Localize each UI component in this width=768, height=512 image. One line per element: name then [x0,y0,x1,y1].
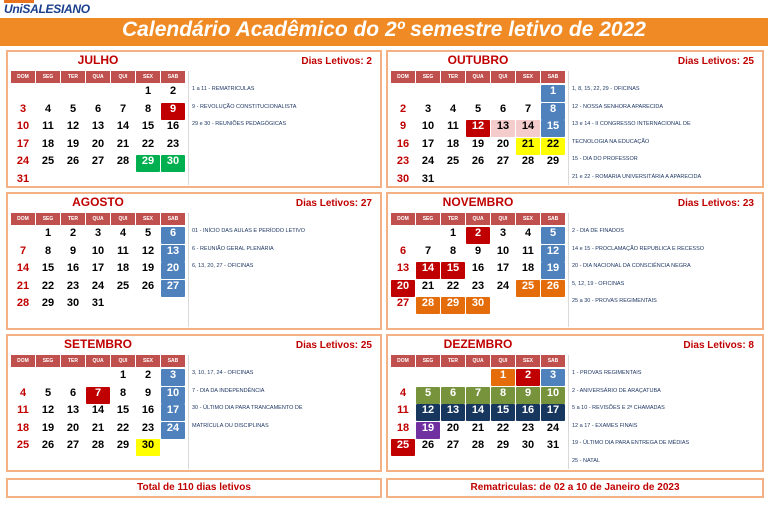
weekday-header: SEX [136,355,160,367]
divider [188,71,189,185]
month-panel-dezembro [386,334,764,472]
day-cell: 27 [91,155,105,167]
day-cell: 14 [516,120,540,137]
day-cell: 24 [496,279,510,292]
day-cell: 12 [541,245,565,262]
day-cell: 18 [116,262,130,274]
weekday-header: TER [61,355,85,367]
day-cell: 4 [44,102,52,115]
day-cell: 9 [161,103,185,120]
day-cell: 5 [44,386,52,399]
events-list [192,86,382,186]
day-cell: 22 [141,137,155,150]
month-name: NOVEMBRO [442,195,514,209]
day-cell: 29 [546,155,560,167]
day-cell: 20 [91,137,105,150]
divider [568,213,569,327]
divider [568,71,569,185]
event-item: 20 - DIA NACIONAL DA CONSCIÊNCIA NEGRA [572,263,691,269]
day-cell: 16 [516,404,540,421]
day-cell: 17 [16,137,30,150]
event-item: 6, 13, 20, 27 - OFICINAS [192,263,254,269]
weekday-header: SAB [541,213,565,225]
day-cell: 2 [69,227,77,239]
month-name: JULHO [77,53,119,67]
weekday-header: DOM [391,71,415,83]
day-cell: 5 [144,227,152,239]
weekday-header: SEG [36,213,60,225]
month-panel-agosto [6,192,382,330]
month-panel-setembro [6,334,382,472]
day-cell: 4 [19,386,27,399]
day-cell: 11 [42,120,54,132]
day-cell: 17 [496,262,510,274]
day-cell: 14 [116,120,130,132]
event-item: 01 - INÍCIO DAS AULAS E PERÍODO LETIVO [192,228,306,234]
day-cell: 20 [66,421,80,434]
day-cell: 16 [166,120,180,132]
day-cell: 15 [441,262,465,279]
month-panel-julho [6,50,382,188]
weekday-header: DOM [391,213,415,225]
weekday-header: TER [441,213,465,225]
events-list [192,228,382,328]
day-cell: 8 [491,387,515,404]
event-item: 25 - NATAL [572,457,600,464]
day-cell: 19 [416,422,440,439]
day-cell: 31 [546,439,560,451]
day-cell: 8 [449,244,457,257]
day-cell: 15 [491,404,515,421]
day-cell: 3 [94,227,102,239]
day-cell: 12 [416,404,440,421]
day-cell: 25 [116,279,130,292]
day-cell: 30 [136,439,160,456]
month-name: AGOSTO [72,195,124,209]
day-cell: 6 [161,227,185,244]
day-cell: 27 [496,155,510,167]
day-cell: 27 [66,439,80,451]
weekday-header: SAB [161,355,185,367]
event-item: 29 e 30 - REUNIÕES PEDAGÓGICAS [192,121,287,127]
day-cell: 18 [396,421,410,434]
day-cell: 21 [421,279,435,292]
day-cell: 14 [416,262,440,279]
day-cell: 13 [491,120,515,137]
day-cell: 22 [116,421,130,434]
day-cell: 27 [161,280,185,297]
day-cell: 22 [496,421,510,434]
weekday-header: SAB [161,213,185,225]
day-cell: 30 [161,155,185,172]
top-strip [0,0,768,20]
day-cell: 8 [44,244,52,257]
day-cell: 10 [421,120,435,132]
weekday-header: SEG [416,355,440,367]
day-cell: 2 [516,369,540,386]
day-cell: 13 [441,404,465,421]
weekday-header: DOM [11,213,35,225]
day-cell: 14 [91,404,105,416]
divider [568,355,569,469]
weekday-header: SEX [516,71,540,83]
rematriculas-label: Rematriculas: de 02 a 10 de Janeiro de 2023 [470,482,680,493]
month-name: SETEMBRO [63,337,132,351]
day-cell: 18 [16,421,30,434]
day-cell: 19 [541,262,565,279]
dias-letivos: Dias Letivos: 23 [677,198,754,209]
day-cell: 12 [41,404,55,416]
events-list [572,86,762,186]
day-cell: 22 [541,138,565,155]
event-item: 1 a 11 - REMATRICULAS [192,86,255,92]
day-cell: 10 [496,244,510,257]
day-cell: 23 [141,421,155,434]
weekday-header: SAB [161,71,185,83]
day-cell: 2 [399,102,407,115]
event-item: 30 - ÚLTIMO DIA PARA TRANCAMENTO DE [192,405,303,411]
day-cell: 15 [541,120,565,137]
day-cell: 19 [41,421,55,434]
events-list [572,370,762,470]
day-cell: 1 [119,369,127,381]
day-cell: 8 [119,386,127,399]
day-cell: 6 [441,387,465,404]
divider [188,213,189,327]
day-cell: 4 [399,386,407,399]
day-cell: 18 [41,137,55,150]
events-list [572,228,762,328]
day-cell: 30 [466,297,490,314]
day-cell: 29 [496,439,510,451]
weekday-header: DOM [11,355,35,367]
day-cell: 29 [136,155,160,172]
event-item: 1 - PROVAS REGIMENTAIS [572,370,642,376]
day-cell: 26 [41,439,55,451]
day-cell: 25 [41,155,55,167]
page-title: Calendário Acadêmico do 2º semestre letivo de 2022 [122,18,646,41]
day-cell: 26 [66,155,80,167]
day-cell: 27 [446,439,460,451]
day-cell: 5 [416,387,440,404]
event-item: 25 a 30 - PROVAS REGIMENTAIS [572,298,657,304]
day-cell: 5 [69,102,77,115]
day-cell: 17 [91,262,105,274]
day-cell: 26 [541,280,565,297]
footer-rematriculas [386,478,764,498]
weekday-header: SEX [136,71,160,83]
day-cell: 27 [396,297,410,309]
day-cell: 3 [424,102,432,115]
day-cell: 31 [91,297,105,309]
weekday-header: QUA [466,355,490,367]
day-cell: 10 [541,387,565,404]
day-cell: 8 [144,102,152,115]
day-cell: 20 [446,421,460,434]
weekday-header: SEX [516,355,540,367]
day-cell: 16 [471,262,485,274]
day-cell: 17 [161,404,185,421]
day-cell: 21 [91,421,105,434]
day-cell: 24 [546,421,560,434]
day-cell: 26 [421,439,435,451]
event-item: 1, 8, 15, 22, 29 - OFICINAS [572,86,640,92]
month-name: DEZEMBRO [443,337,513,351]
day-cell: 3 [541,369,565,386]
day-cell: 29 [441,297,465,314]
day-cell: 6 [94,102,102,115]
day-cell: 11 [522,244,534,257]
dias-letivos: Dias Letivos: 8 [683,340,754,351]
weekday-header: QUI [111,213,135,225]
day-cell: 8 [541,103,565,120]
day-cell: 1 [491,369,515,386]
day-cell: 2 [169,85,177,97]
day-cell: 16 [396,137,410,150]
weekday-header: SEG [416,71,440,83]
day-cell: 7 [119,102,127,115]
day-cell: 9 [399,120,407,132]
month-panel-novembro [386,192,764,330]
day-cell: 15 [41,262,55,274]
day-cell: 12 [141,244,155,257]
day-cell: 24 [16,155,30,167]
day-cell: 25 [391,439,415,456]
day-cell: 13 [66,404,80,416]
day-cell: 30 [521,439,535,451]
total-days-label: Total de 110 dias letivos [137,482,251,493]
day-cell: 15 [116,404,130,416]
day-cell: 26 [471,155,485,167]
day-cell: 20 [496,137,510,150]
day-cell: 10 [161,387,185,404]
day-cell: 2 [144,369,152,381]
weekday-header: DOM [11,71,35,83]
weekday-header: SEX [136,213,160,225]
day-cell: 5 [474,102,482,115]
day-cell: 16 [141,404,155,416]
weekday-header: QUA [466,71,490,83]
day-cell: 25 [446,155,460,167]
day-cell: 3 [499,227,507,239]
day-cell: 6 [499,102,507,115]
day-cell: 5 [541,227,565,244]
event-item: 2 - ANIVERSÁRIO DE ARAÇATUBA [572,387,661,394]
day-cell: 28 [16,297,30,309]
month-panel-outubro [386,50,764,188]
day-cell: 7 [466,387,490,404]
day-cell: 24 [421,155,435,167]
weekday-header: QUI [491,71,515,83]
weekday-header: SEG [36,355,60,367]
dias-letivos: Dias Letivos: 2 [301,56,372,67]
dias-letivos: Dias Letivos: 25 [677,56,754,67]
event-item: 5, 12, 19 - OFICINAS [572,280,625,287]
day-cell: 28 [471,439,485,451]
day-cell: 1 [44,227,52,239]
day-cell: 31 [421,172,435,185]
day-cell: 21 [116,137,130,150]
day-cell: 7 [524,102,532,115]
day-cell: 7 [424,244,432,257]
weekday-header: TER [441,355,465,367]
event-item: TECNOLOGIA NA EDUCAÇÃO [572,138,650,145]
month-name: OUTUBRO [447,53,509,67]
day-cell: 28 [416,297,440,314]
day-cell: 21 [471,421,485,434]
weekday-header: SEG [36,71,60,83]
day-cell: 21 [16,279,30,292]
day-cell: 25 [16,439,30,451]
day-cell: 26 [141,279,155,292]
weekday-header: QUI [491,213,515,225]
day-cell: 4 [449,102,457,115]
day-cell: 31 [16,172,30,185]
day-cell: 14 [466,404,490,421]
day-cell: 19 [471,137,485,150]
day-cell: 1 [449,227,457,239]
day-cell: 24 [91,279,105,292]
weekday-header: QUI [111,71,135,83]
dias-letivos: Dias Letivos: 25 [295,340,372,351]
event-item: 7 - DIA DA INDEPENDÊNCIA [192,387,265,394]
weekday-header: TER [441,71,465,83]
day-cell: 4 [524,227,532,239]
event-item: 3, 10, 17, 24 - OFICINAS [192,370,254,376]
weekday-header: QUI [111,355,135,367]
logo: UniSALESIANO [4,2,90,16]
day-cell: 12 [466,120,490,137]
day-cell: 6 [69,386,77,399]
divider [188,355,189,469]
event-item: 15 - DIA DO PROFESSOR [572,156,638,162]
day-cell: 9 [144,386,152,399]
day-cell: 4 [119,227,127,239]
day-cell: 7 [19,244,27,257]
day-cell: 3 [19,102,27,115]
event-item: 19 - ÚLTIMO DIA PARA ENTREGA DE MÉDIAS [572,440,690,446]
day-cell: 11 [117,244,129,257]
day-cell: 11 [447,120,459,132]
day-cell: 18 [446,137,460,150]
weekday-header: QUA [86,213,110,225]
weekday-header: QUA [466,213,490,225]
weekday-header: SAB [541,355,565,367]
day-cell: 9 [474,244,482,257]
events-list [192,370,382,470]
day-cell: 6 [399,244,407,257]
event-item: MATRÍCULA OU DISCIPLINAS [192,422,269,429]
day-cell: 17 [421,137,435,150]
event-item: 9 - REVOLUÇÃO CONSTITUCIONALISTA [192,103,297,110]
dias-letivos: Dias Letivos: 27 [295,198,372,209]
day-cell: 23 [521,421,535,434]
weekday-header: QUA [86,71,110,83]
event-item: 13 e 14 - II CONGRESSO INTERNACIONAL DE [572,121,691,127]
day-cell: 18 [521,262,535,274]
day-cell: 1 [541,85,565,102]
day-cell: 24 [161,422,185,439]
weekday-header: SEX [516,213,540,225]
day-cell: 3 [161,369,185,386]
day-cell: 15 [141,120,155,132]
weekday-header: TER [61,213,85,225]
day-cell: 12 [66,120,80,132]
day-cell: 2 [466,227,490,244]
day-cell: 13 [396,262,410,274]
day-cell: 19 [66,137,80,150]
weekday-header: QUI [491,355,515,367]
day-cell: 13 [91,120,105,132]
weekday-header: QUA [86,355,110,367]
day-cell: 19 [141,262,155,274]
day-cell: 23 [396,155,410,167]
weekday-header: TER [61,71,85,83]
day-cell: 23 [66,279,80,292]
day-cell: 25 [516,280,540,297]
weekday-header: SAB [541,71,565,83]
day-cell: 28 [91,439,105,451]
day-cell: 13 [161,245,185,262]
weekday-header: DOM [391,355,415,367]
day-cell: 9 [516,387,540,404]
event-item: 2 - DIA DE FINADOS [572,228,624,234]
day-cell: 22 [41,279,55,292]
day-cell: 23 [471,279,485,292]
day-cell: 11 [17,404,29,416]
day-cell: 28 [116,155,130,167]
day-cell: 7 [86,387,110,404]
weekday-header: SEG [416,213,440,225]
event-item: 12 a 17 - EXAMES FINAIS [572,422,638,429]
event-item: 21 e 22 - ROMARIA UNIVERSITÁRIA A APARECIDA [572,173,702,180]
day-cell: 28 [521,155,535,167]
event-item: 12 - NOSSA SENHORA APARECIDA [572,103,663,110]
day-cell: 11 [397,404,409,416]
event-item: 6 - REUNIÃO GERAL PLENÁRIA [192,245,274,252]
day-cell: 17 [541,404,565,421]
day-cell: 29 [116,439,130,451]
day-cell: 30 [66,297,80,309]
day-cell: 21 [516,138,540,155]
footer-total [6,478,382,498]
day-cell: 29 [41,297,55,309]
day-cell: 22 [446,279,460,292]
day-cell: 16 [66,262,80,274]
day-cell: 1 [144,85,152,97]
day-cell: 9 [69,244,77,257]
day-cell: 20 [391,280,415,297]
day-cell: 14 [16,262,30,274]
day-cell: 23 [166,137,180,150]
event-item: 14 e 15 - PROCLAMAÇÃO REPUBLICA E RECESSO [572,245,705,252]
day-cell: 20 [161,262,185,279]
day-cell: 30 [396,172,410,185]
day-cell: 10 [91,244,105,257]
event-item: 5 a 10 - REVISÕES E 2ª CHAMADAS [572,405,665,411]
day-cell: 10 [16,120,30,132]
